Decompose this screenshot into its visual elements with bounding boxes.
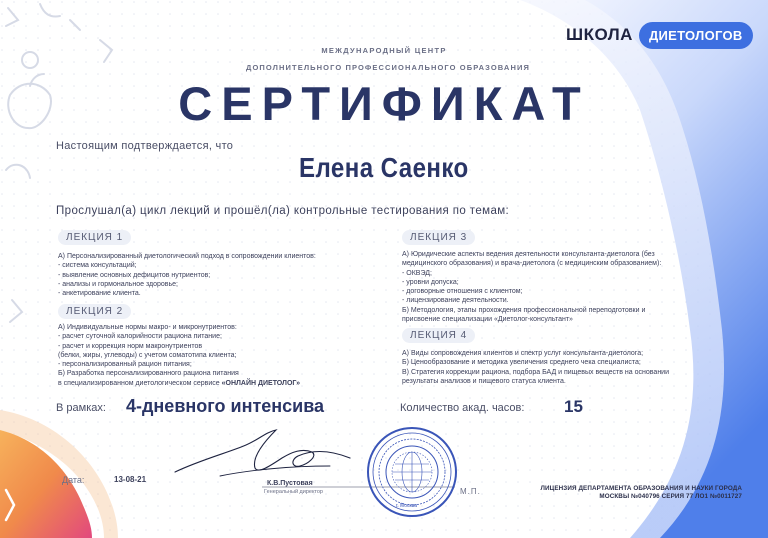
license-line-2: МОСКВЫ №040796 СЕРИЯ 77 ЛО1 №0011727: [599, 492, 742, 500]
logo-pill-dietologov: ДИЕТОЛОГОВ: [639, 22, 753, 49]
lecture-2-line: Б) Разработка персонализированного рациона питания: [58, 370, 239, 378]
date-value: 13-08-21: [114, 475, 147, 484]
lecture-1-line: - анализы и гормональное здоровье;: [58, 280, 178, 288]
lecture-4-line: А) Виды сопровождения клиентов и спектр услуг консультанта-диетолога;: [402, 350, 644, 357]
lecture-3-badge: ЛЕКЦИЯ 3: [402, 230, 475, 245]
within-label: В рамках:: [56, 402, 106, 414]
lecture-1-line: - выявление основных дефицитов нутриентов;: [58, 271, 211, 279]
confirm-text: Настоящим подтверждается, что: [56, 140, 234, 152]
signer-name: К.В.Пустовая: [267, 480, 313, 487]
hours-label: Количество акад. часов:: [400, 402, 525, 414]
lecture-2-badge: ЛЕКЦИЯ 2: [58, 304, 131, 319]
lecture-2-line: - персонализированный рацион питания;: [58, 361, 192, 369]
lecture-3-line: Б) Методология, этапы прохождения профессиональной переподготовки и: [402, 306, 646, 314]
lecture-3-line: А) Юридические аспекты ведения деятельности консультанта-диетолога (без: [402, 251, 655, 258]
lecture-3-text: [402, 250, 661, 324]
lecture-4-badge: ЛЕКЦИЯ 4: [402, 328, 475, 343]
lecture-3-line: - договорные отношения с клиентом;: [402, 288, 523, 296]
hours-value: 15: [564, 397, 583, 416]
lecture-3-line: - ОКВЭД;: [402, 269, 432, 277]
lecture-3-line: - лицензирование деятельности.: [402, 297, 509, 305]
date-label: Дата:: [62, 475, 85, 485]
stamp-place-label: М.П.: [460, 487, 481, 496]
lecture-2-line: в специализированном диетологическом сервисе: [58, 379, 220, 387]
logo-word-shkola: ШКОЛА: [566, 25, 633, 44]
lecture-2-line: - расчет суточной калорийности рациона питание;: [58, 333, 222, 341]
lecture-4-line: Б) Ценообразование и методика увеличения среднего чека специалиста;: [402, 359, 641, 367]
lecture-2-line: (белки, жиры, углеводы) с учетом соматотипа клиента;: [58, 351, 237, 359]
lecture-3-line: медицинского образования) и врача-диетолога (с медицинским образованием):: [402, 260, 662, 268]
signer-role: Генеральный директор: [264, 489, 323, 495]
lecture-1-line: - система консультаций;: [58, 262, 137, 270]
lecture-3-line: присвоение специализации «Диетолог-консультант»: [402, 316, 573, 324]
lecture-1-badge: ЛЕКЦИЯ 1: [58, 230, 131, 245]
lecture-2-line: А) Индивидуальные нормы макро- и микронутриентов:: [58, 324, 237, 331]
recipient-name: Елена Саенко: [299, 152, 469, 183]
lecture-4-text: [402, 349, 669, 386]
org-line-2: ДОПОЛНИТЕЛЬНОГО ПРОФЕССИОНАЛЬНОГО ОБРАЗОВАНИЯ: [246, 63, 530, 72]
lecture-2-service-name: «ОНЛАЙН ДИЕТОЛОГ»: [221, 379, 301, 387]
lecture-3-line: - уровни допуска;: [402, 278, 459, 286]
lecture-4-line: В) Стратегия коррекции рациона, подбора БАД и пищевых веществ на основании: [402, 368, 670, 376]
certificate-title: СЕРТИФИКАТ: [178, 77, 590, 130]
lecture-1-line: А) Персонализированный диетологический подход в сопровождении клиентов:: [58, 253, 316, 260]
license-line-1: ЛИЦЕНЗИЯ ДЕПАРТАМЕНТА ОБРАЗОВАНИЯ И НАУКИ ГОРОДА: [540, 485, 742, 492]
lecture-1-text: [58, 252, 316, 298]
lecture-4-line: результаты анализов и пищевого статуса клиента.: [402, 377, 566, 385]
license-text: [492, 485, 742, 500]
intensive-name: 4-дневного интенсива: [126, 396, 325, 416]
lecture-2-text: [58, 323, 300, 388]
lecture-2-line: - расчет и коррекция норм макронутриентов: [58, 342, 203, 350]
lecture-1-line: - анкетирование клиента.: [58, 290, 141, 298]
lecture-2-line-service: [58, 379, 300, 388]
listened-text: Прослушал(а) цикл лекций и прошёл(ла) контрольные тестирования по темам:: [56, 205, 510, 217]
stamp-city: г. Москва: [396, 503, 418, 509]
org-line-1: МЕЖДУНАРОДНЫЙ ЦЕНТР: [321, 46, 447, 55]
